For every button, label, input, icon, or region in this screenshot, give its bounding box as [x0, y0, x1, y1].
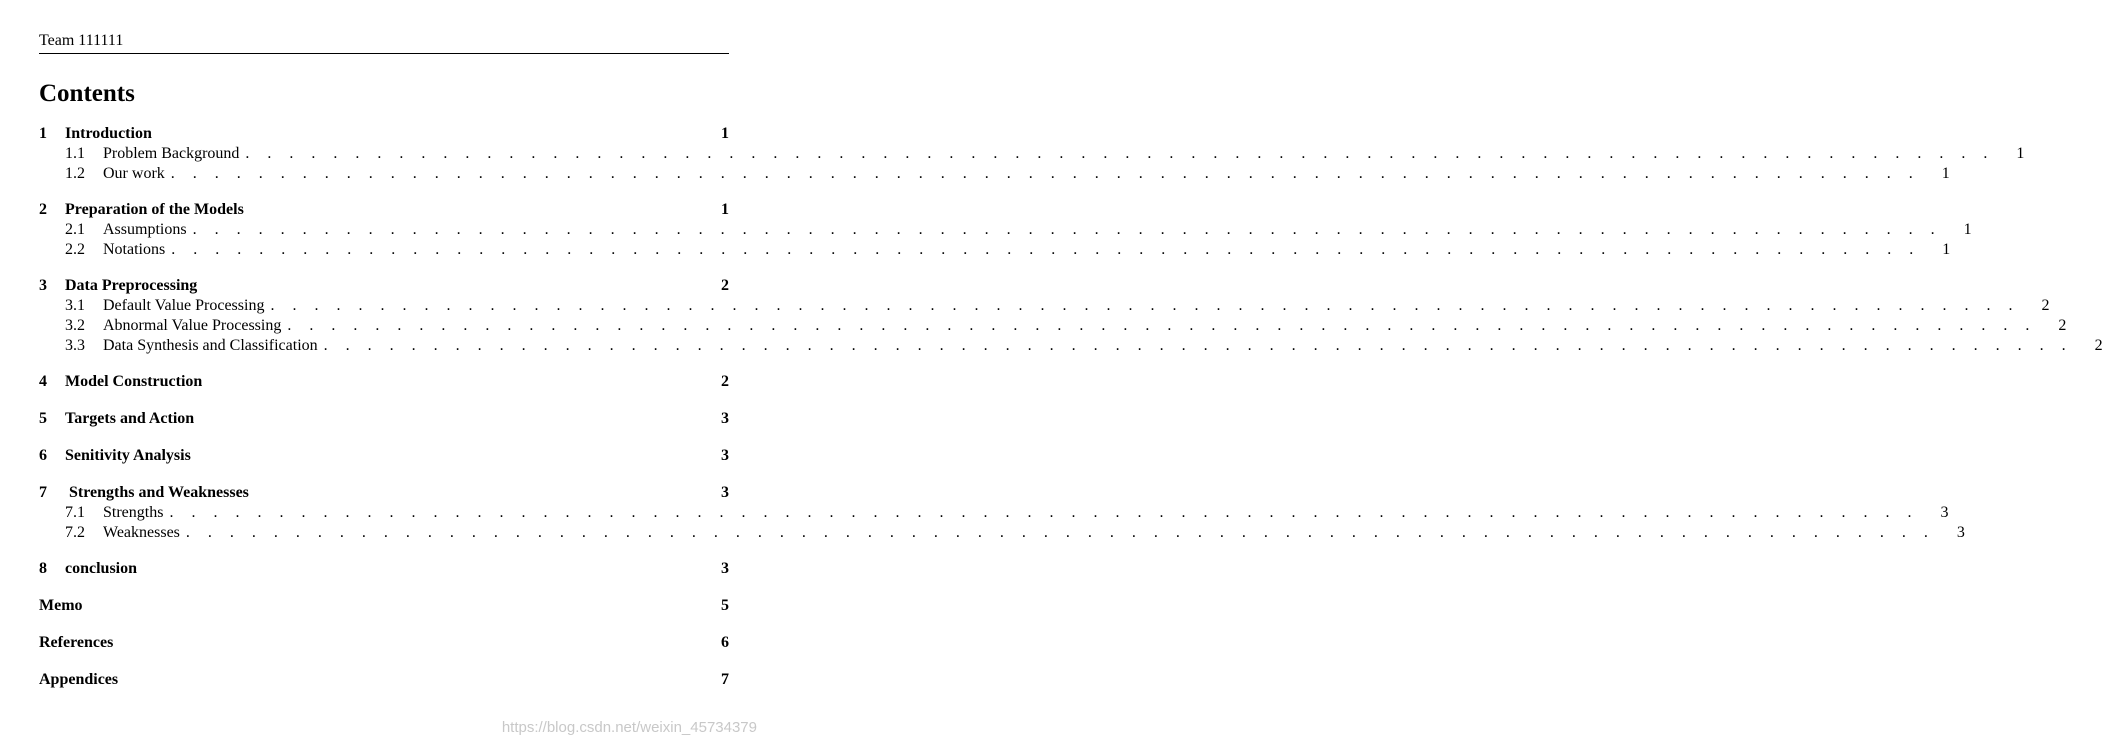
dot-leader: . . . . . . . . . . . . . . . . . . . . . . . . . . . . . . . . . . . . . . . . . . . . . . . . . . . . . . . . . . . . . . . . . . . . . . . . . . . . . . . . [169, 504, 1919, 521]
dot-leader: . . . . . . . . . . . . . . . . . . . . . . . . . . . . . . . . . . . . . . . . . . . . . . . . . . . . . . . . . . . . . . . . . . . . . . . . . . . . . . . . [192, 221, 1942, 238]
subsection-title: Our work [103, 165, 165, 182]
subsection-page-number: 3 [1940, 504, 1949, 521]
toc-section-entry[interactable] [39, 483, 729, 503]
subsection-number: 3.1 [65, 297, 85, 314]
section-title: Introduction [65, 125, 152, 142]
toc-subsection-entry[interactable] [39, 336, 2103, 356]
section-title: Senitivity Analysis [65, 447, 191, 464]
toc-section [39, 483, 1965, 543]
section-page-number: 1 [721, 125, 729, 142]
section-page-number: 3 [721, 484, 729, 501]
section-page-number: 5 [721, 597, 729, 614]
subsection-page-number: 1 [2016, 145, 2025, 162]
section-title: Targets and Action [65, 410, 195, 427]
subsection-number: 1.2 [65, 165, 85, 182]
toc-section-entry[interactable] [39, 633, 729, 653]
toc-section [39, 124, 2025, 184]
subsection-number: 7.2 [65, 524, 85, 541]
dot-leader: . . . . . . . . . . . . . . . . . . . . . . . . . . . . . . . . . . . . . . . . . . . . . . . . . . . . . . . . . . . . . . . . . . . . . . . . . . . . . . . . [323, 337, 2073, 354]
toc-section [39, 200, 1972, 260]
subsection-page-number: 1 [1941, 165, 1950, 182]
section-number: 5 [39, 410, 47, 427]
watermark: https://blog.csdn.net/weixin_45734379 [501, 719, 757, 736]
section-title: Strengths and Weaknesses [65, 484, 249, 501]
section-page-number: 1 [721, 201, 729, 218]
subsection-number: 2.2 [65, 241, 85, 258]
section-title: Model Construction [65, 373, 203, 390]
toc-section-entry[interactable] [39, 670, 729, 690]
section-number: 6 [39, 447, 47, 464]
subsection-title: Strengths [103, 504, 164, 521]
subsection-page-number: 2 [2041, 297, 2050, 314]
toc-subsection-entry[interactable] [39, 523, 1965, 543]
subsection-page-number: 3 [1956, 524, 1965, 541]
section-title: Preparation of the Models [65, 201, 244, 218]
toc-section [39, 670, 729, 690]
subsection-title: Abnormal Value Processing [103, 317, 282, 334]
section-number: 4 [39, 373, 47, 390]
subsection-number: 3.2 [65, 317, 85, 334]
toc-section-entry[interactable] [39, 446, 729, 466]
section-page-number: 3 [721, 560, 729, 577]
toc-section-entry[interactable] [39, 372, 729, 392]
section-title: Appendices [39, 671, 119, 688]
toc-section-entry[interactable] [39, 276, 729, 296]
dot-leader: . . . . . . . . . . . . . . . . . . . . . . . . . . . . . . . . . . . . . . . . . . . . . . . . . . . . . . . . . . . . . . . . . . . . . . . . . . . . . . . . [270, 297, 2020, 314]
toc-section [39, 372, 729, 392]
subsection-title: Notations [103, 241, 166, 258]
section-page-number: 3 [721, 447, 729, 464]
dot-leader: . . . . . . . . . . . . . . . . . . . . . . . . . . . . . . . . . . . . . . . . . . . . . . . . . . . . . . . . . . . . . . . . . . . . . . . . . . . . . . . . [287, 317, 2037, 334]
section-page-number: 2 [721, 373, 729, 390]
section-page-number: 3 [721, 410, 729, 427]
running-header: Team 111111 [39, 32, 729, 54]
toc-subsection-entry[interactable] [39, 316, 2067, 336]
subsection-number: 2.1 [65, 221, 85, 238]
section-page-number: 7 [721, 671, 729, 688]
table-of-contents [39, 124, 2103, 707]
subsection-number: 1.1 [65, 145, 85, 162]
toc-title: Contents [39, 80, 135, 107]
toc-subsection-entry[interactable] [39, 296, 2050, 316]
dot-leader: . . . . . . . . . . . . . . . . . . . . . . . . . . . . . . . . . . . . . . . . . . . . . . . . . . . . . . . . . . . . . . . . . . . . . . . . . . . . . . . . [185, 524, 1935, 541]
toc-section [39, 559, 729, 579]
subsection-page-number: 1 [1942, 241, 1951, 258]
toc-subsection-entry[interactable] [39, 503, 1949, 523]
subsection-title: Weaknesses [103, 524, 180, 541]
toc-section [39, 446, 729, 466]
dot-leader: . . . . . . . . . . . . . . . . . . . . . . . . . . . . . . . . . . . . . . . . . . . . . . . . . . . . . . . . . . . . . . . . . . . . . . . . . . . . . . . . [170, 165, 1920, 182]
subsection-title: Problem Background [103, 145, 240, 162]
toc-subsection-entry[interactable] [39, 240, 1951, 260]
toc-subsection-entry[interactable] [39, 220, 1972, 240]
section-number: 2 [39, 201, 47, 218]
subsection-title: Data Synthesis and Classification [103, 337, 318, 354]
subsection-page-number: 1 [1963, 221, 1972, 238]
toc-section-entry[interactable] [39, 596, 729, 616]
section-page-number: 2 [721, 277, 729, 294]
section-title: Memo [39, 597, 83, 614]
toc-section-entry[interactable] [39, 409, 729, 429]
subsection-number: 3.3 [65, 337, 85, 354]
toc-section-entry[interactable] [39, 559, 729, 579]
subsection-page-number: 2 [2094, 337, 2103, 354]
toc-section-entry[interactable] [39, 124, 729, 144]
section-number: 3 [39, 277, 47, 294]
section-number: 7 [39, 484, 47, 501]
toc-subsection-entry[interactable] [39, 144, 2025, 164]
toc-section [39, 633, 729, 653]
dot-leader: . . . . . . . . . . . . . . . . . . . . . . . . . . . . . . . . . . . . . . . . . . . . . . . . . . . . . . . . . . . . . . . . . . . . . . . . . . . . . . . . [245, 145, 1995, 162]
section-title: Data Preprocessing [65, 277, 198, 294]
section-number: 8 [39, 560, 47, 577]
subsection-page-number: 2 [2058, 317, 2067, 334]
section-number: 1 [39, 125, 47, 142]
toc-section [39, 276, 2103, 356]
section-title: References [39, 634, 114, 651]
subsection-title: Default Value Processing [103, 297, 265, 314]
subsection-title: Assumptions [103, 221, 187, 238]
section-page-number: 6 [721, 634, 729, 651]
section-title: conclusion [65, 560, 138, 577]
toc-section-entry[interactable] [39, 200, 729, 220]
dot-leader: . . . . . . . . . . . . . . . . . . . . . . . . . . . . . . . . . . . . . . . . . . . . . . . . . . . . . . . . . . . . . . . . . . . . . . . . . . . . . . . . [171, 241, 1921, 258]
toc-section [39, 409, 729, 429]
toc-section [39, 596, 729, 616]
subsection-number: 7.1 [65, 504, 85, 521]
toc-subsection-entry[interactable] [39, 164, 1950, 184]
